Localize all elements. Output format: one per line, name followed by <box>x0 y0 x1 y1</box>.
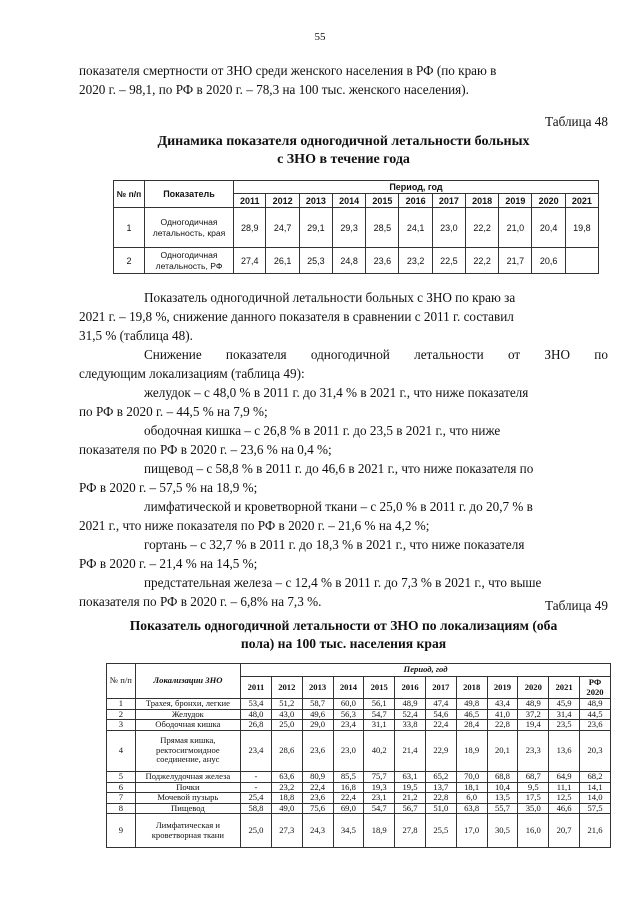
table49-cell-value: 17,5 <box>518 793 549 804</box>
table48-header-period: Период, год <box>234 181 599 194</box>
table49-title-line: Показатель одногодичной летальности от ЗНО по локализациям (оба <box>129 618 558 633</box>
table49-cell-value: 63,1 <box>395 771 426 782</box>
table49-cell-value: 55,7 <box>487 803 518 814</box>
table49-cell-value: 63,6 <box>271 771 302 782</box>
intro-line: 2020 г. – 98,1, по РФ в 2020 г. – 78,3 на 100 тыс. женского населения). <box>79 82 469 97</box>
text-line: гортань – с 32,7 % в 2011 г. до 18,3 % в 2021 г., что ниже показателя <box>144 537 525 552</box>
table49-cell-value: 54,6 <box>425 709 456 720</box>
table49-cell-value: 63,8 <box>456 803 487 814</box>
table49-title-line: пола) на 100 тыс. населения края <box>240 636 447 651</box>
table49-year-header: 2014 <box>333 677 364 699</box>
table49-year-header: РФ 2020 <box>580 677 611 699</box>
table49-cell-value: 40,2 <box>364 730 395 771</box>
table48-cell-name: Одногодичная летальность, края <box>145 208 234 248</box>
table49-year-header: 2017 <box>425 677 456 699</box>
table49-year-header: 2016 <box>395 677 426 699</box>
table48-cell-value: 21,0 <box>499 208 532 248</box>
table49-cell-no: 5 <box>107 771 136 782</box>
table48-cell-value: 28,9 <box>234 208 266 248</box>
table49-cell-name: Поджелудочная железа <box>135 771 240 782</box>
table49-cell-value: 49,0 <box>271 803 302 814</box>
table48-year-header: 2014 <box>332 194 365 208</box>
text-line <box>79 345 608 364</box>
text-line: предстательная железа – с 12,4 % в 2011 г. до 7,3 % в 2021 г., что выше <box>144 575 542 590</box>
table49-cell-value: 69,0 <box>333 803 364 814</box>
table49-cell-value: 17,0 <box>456 814 487 848</box>
table49-cell-value: 13,6 <box>549 730 580 771</box>
table49-cell-value: 85,5 <box>333 771 364 782</box>
table48-row <box>114 208 599 248</box>
table49-row <box>107 730 611 771</box>
table49-cell-value: 23,0 <box>333 730 364 771</box>
table48-cell-value: 24,1 <box>399 208 432 248</box>
text-line: 2021 г. – 19,8 %, снижение данного показателя в сравнении с 2011 г. составил <box>79 309 514 324</box>
table48-year-header: 2016 <box>399 194 432 208</box>
intro-line: показателя смертности от ЗНО среди женского населения в РФ (по краю в <box>79 63 497 78</box>
paragraph-stomach <box>79 383 608 421</box>
page-number: 55 <box>314 31 326 43</box>
table49-cell-value: 48,9 <box>395 699 426 710</box>
table48-cell-value: 29,3 <box>332 208 365 248</box>
table49-cell-value: 14,0 <box>580 793 611 804</box>
text-line: пищевод – с 58,8 % в 2011 г. до 46,6 в 2021 г., что ниже показателя по <box>144 461 534 476</box>
table49-cell-value: 51,0 <box>425 803 456 814</box>
table48-cell-no: 2 <box>114 248 145 274</box>
table49-cell-value: 53,4 <box>241 699 272 710</box>
word: по <box>594 347 608 362</box>
table49-cell-no: 2 <box>107 709 136 720</box>
table49-cell-value: 23,5 <box>549 720 580 731</box>
text-line: по РФ в 2020 г. – 44,5 % на 7,9 %; <box>79 404 268 419</box>
table49-cell-value: 56,3 <box>333 709 364 720</box>
table48-header-no: № п/п <box>114 181 145 208</box>
table49-cell-value: 18,8 <box>271 793 302 804</box>
table49-cell-value: - <box>241 782 272 793</box>
table48-year-header: 2015 <box>366 194 399 208</box>
table48-year-header: 2020 <box>532 194 565 208</box>
table49-cell-value: 23,3 <box>518 730 549 771</box>
table49-cell-value: 65,2 <box>425 771 456 782</box>
table48-title <box>79 133 608 169</box>
table49-cell-value: 16,0 <box>518 814 549 848</box>
text-line: 2021 г., что ниже показателя по РФ в 2020 г. – 21,6 % на 4,2 %; <box>79 518 430 533</box>
table49-cell-value: 75,6 <box>302 803 333 814</box>
table49-cell-name: Прямая кишка, ректосигмоидное соединение, анус <box>135 730 240 771</box>
text-line: показателя по РФ в 2020 г. – 6,8% на 7,3 %. <box>79 594 322 609</box>
table49-cell-value: 23,4 <box>241 730 272 771</box>
table49-cell-value: 80,9 <box>302 771 333 782</box>
paragraph-2 <box>79 345 608 383</box>
table49-cell-no: 4 <box>107 730 136 771</box>
table49-cell-value: 22,9 <box>425 730 456 771</box>
table48 <box>113 180 599 274</box>
table49-year-header: 2020 <box>518 677 549 699</box>
table48-cell-value: 24,8 <box>332 248 365 274</box>
table48-cell-value: 22,5 <box>432 248 465 274</box>
table49-cell-value: 24,3 <box>302 814 333 848</box>
paragraph-colon <box>79 421 608 459</box>
table49-cell-value: 12,5 <box>549 793 580 804</box>
table49-year-header: 2021 <box>549 677 580 699</box>
table48-title-line: с ЗНО в течение года <box>277 152 410 167</box>
table49-row <box>107 771 611 782</box>
table49-cell-value: 30,5 <box>487 814 518 848</box>
table49-cell-value: 46,5 <box>456 709 487 720</box>
table49-cell-no: 1 <box>107 699 136 710</box>
table49-cell-value: 43,4 <box>487 699 518 710</box>
table49-cell-value: 51,2 <box>271 699 302 710</box>
table49-cell-value: 23,1 <box>364 793 395 804</box>
table49-cell-value: 18,1 <box>456 782 487 793</box>
table49-header-localization: Локализации ЗНО <box>135 664 240 699</box>
table49-cell-value: 25,4 <box>241 793 272 804</box>
paragraph-1 <box>79 288 608 345</box>
table48-header-indicator: Показатель <box>145 181 234 208</box>
table49-cell-value: 10,4 <box>487 782 518 793</box>
table49-year-header: 2011 <box>241 677 272 699</box>
table49-cell-value: 58,7 <box>302 699 333 710</box>
table49-cell-value: 21,4 <box>395 730 426 771</box>
table48-cell-value: 28,5 <box>366 208 399 248</box>
table49-cell-value: 41,0 <box>487 709 518 720</box>
table49-cell-no: 8 <box>107 803 136 814</box>
table49-cell-value: 31,4 <box>549 709 580 720</box>
text-line: показателя по РФ в 2020 г. – 23,6 % на 0,4 %; <box>79 442 332 457</box>
table49-cell-value: 68,8 <box>487 771 518 782</box>
table49-cell-value: 52,4 <box>395 709 426 720</box>
table49-cell-value: 13,7 <box>425 782 456 793</box>
table49-cell-name: Мочевой пузырь <box>135 793 240 804</box>
table49-cell-value: 33,8 <box>395 720 426 731</box>
table49-cell-value: 64,9 <box>549 771 580 782</box>
text-line: следующим локализациям (таблица 49): <box>79 366 305 381</box>
table49-cell-value: 23,4 <box>333 720 364 731</box>
table49-cell-value: 44,5 <box>580 709 611 720</box>
table48-cell-name: Одногодичная летальность, РФ <box>145 248 234 274</box>
table49-cell-value: 19,3 <box>364 782 395 793</box>
table49-cell-value: 23,6 <box>302 793 333 804</box>
table49-cell-value: 25,0 <box>271 720 302 731</box>
table48-title-line: Динамика показателя одногодичной летальности больных <box>157 134 530 149</box>
text-line: РФ в 2020 г. – 21,4 % на 14,5 %; <box>79 556 258 571</box>
table49-cell-value: 75,7 <box>364 771 395 782</box>
table49-cell-value: 57,5 <box>580 803 611 814</box>
table49-year-header: 2018 <box>456 677 487 699</box>
table49-cell-value: 70,0 <box>456 771 487 782</box>
table49-row <box>107 782 611 793</box>
table49-cell-value: 22,4 <box>333 793 364 804</box>
table48-cell-value: 21,7 <box>499 248 532 274</box>
table49-cell-value: 54,7 <box>364 709 395 720</box>
table48-row <box>114 248 599 274</box>
table49-cell-value: 31,1 <box>364 720 395 731</box>
table49-cell-value: 18,9 <box>364 814 395 848</box>
table49-cell-value: 14,1 <box>580 782 611 793</box>
table48-cell-value: 22,2 <box>465 248 498 274</box>
table49-cell-value: 11,1 <box>549 782 580 793</box>
word: одногодичной <box>310 347 390 362</box>
table49-cell-name: Почки <box>135 782 240 793</box>
table49-cell-value: 23,6 <box>302 730 333 771</box>
table49-cell-value: 49,6 <box>302 709 333 720</box>
word: ЗНО <box>544 347 571 362</box>
table49-year-header: 2019 <box>487 677 518 699</box>
table48-year-header: 2012 <box>266 194 299 208</box>
text-line: ободочная кишка – с 26,8 % в 2011 г. до 23,5 в 2021 г., что ниже <box>144 423 501 438</box>
table49-row <box>107 709 611 720</box>
table49-cell-value: 23,2 <box>271 782 302 793</box>
table49-cell-value: 35,0 <box>518 803 549 814</box>
word: летальности <box>414 347 484 362</box>
table48-year-header: 2017 <box>432 194 465 208</box>
table49-cell-value: 19,4 <box>518 720 549 731</box>
table49-cell-value: 56,1 <box>364 699 395 710</box>
table49-cell-value: 48,0 <box>241 709 272 720</box>
table49-cell-value: 49,8 <box>456 699 487 710</box>
table49-cell-value: 60,0 <box>333 699 364 710</box>
table49-cell-value: 43,0 <box>271 709 302 720</box>
table49-row <box>107 793 611 804</box>
word: Снижение <box>144 347 202 362</box>
table48-cell-value: 22,2 <box>465 208 498 248</box>
table48-cell-value: 27,4 <box>234 248 266 274</box>
table49-cell-value: 16,8 <box>333 782 364 793</box>
table49-row <box>107 803 611 814</box>
text-line: желудок – с 48,0 % в 2011 г. до 31,4 % в 2021 г., что ниже показателя <box>144 385 529 400</box>
table49-cell-value: 27,8 <box>395 814 426 848</box>
table49-cell-value: 22,4 <box>302 782 333 793</box>
table48-cell-value: 23,2 <box>399 248 432 274</box>
text-line: лимфатической и кроветворной ткани – с 25,0 % в 2011 г. до 20,7 % в <box>144 499 533 514</box>
paragraph-lymph <box>79 497 608 535</box>
table48-year-header: 2019 <box>499 194 532 208</box>
table49-cell-value: 68,7 <box>518 771 549 782</box>
table49-cell-value: 20,1 <box>487 730 518 771</box>
word: от <box>507 347 521 362</box>
table49-cell-no: 7 <box>107 793 136 804</box>
table49-cell-value: 26,8 <box>241 720 272 731</box>
table49-cell-value: 13,5 <box>487 793 518 804</box>
table49-cell-value: 9,5 <box>518 782 549 793</box>
table49-cell-value: 6,0 <box>456 793 487 804</box>
table49 <box>106 663 611 848</box>
table49-cell-value: 28,4 <box>456 720 487 731</box>
table48-cell-value: 20,6 <box>532 248 565 274</box>
table48-year-header: 2018 <box>465 194 498 208</box>
table49-cell-value: 22,4 <box>425 720 456 731</box>
paragraph-larynx <box>79 535 608 573</box>
table49-cell-value: 19,5 <box>395 782 426 793</box>
table49-cell-value: 46,6 <box>549 803 580 814</box>
table49-row <box>107 699 611 710</box>
table49-cell-value: 68,2 <box>580 771 611 782</box>
table49-year-header: 2015 <box>364 677 395 699</box>
table49-cell-value: 21,2 <box>395 793 426 804</box>
table49-cell-value: 48,9 <box>580 699 611 710</box>
table48-cell-value: 20,4 <box>532 208 565 248</box>
table49-cell-name: Трахея, бронхи, легкие <box>135 699 240 710</box>
table48-cell-value: 19,8 <box>565 208 598 248</box>
table48-year-header: 2011 <box>234 194 266 208</box>
table49-cell-value: 37,2 <box>518 709 549 720</box>
table49-row <box>107 814 611 848</box>
table49-cell-value: 48,9 <box>518 699 549 710</box>
table49-cell-name: Ободочная кишка <box>135 720 240 731</box>
table49-cell-value: 34,5 <box>333 814 364 848</box>
table49-cell-name: Пищевод <box>135 803 240 814</box>
table49-cell-value: 25,0 <box>241 814 272 848</box>
table49-cell-value: 54,7 <box>364 803 395 814</box>
word: показателя <box>225 347 287 362</box>
table49-cell-no: 6 <box>107 782 136 793</box>
table49-cell-value: 45,9 <box>549 699 580 710</box>
table49-cell-value: 27,3 <box>271 814 302 848</box>
intro-paragraph <box>79 61 608 99</box>
table49-cell-value: 18,9 <box>456 730 487 771</box>
table49-row <box>107 720 611 731</box>
table49-cell-value: 23,6 <box>580 720 611 731</box>
table49-cell-value: 22,8 <box>487 720 518 731</box>
table48-cell-value <box>565 248 598 274</box>
table48-label: Таблица 48 <box>545 114 608 129</box>
table48-cell-value: 25,3 <box>299 248 332 274</box>
table48-cell-value: 29,1 <box>299 208 332 248</box>
table48-cell-no: 1 <box>114 208 145 248</box>
table49-header-no: № п/п <box>107 664 136 699</box>
text-line: 31,5 % (таблица 48). <box>79 328 193 343</box>
table49-cell-value: 22,8 <box>425 793 456 804</box>
table49-cell-value: 29,0 <box>302 720 333 731</box>
table49-cell-value: 47,4 <box>425 699 456 710</box>
table49-cell-value: 58,8 <box>241 803 272 814</box>
table49-header-period: Период, год <box>241 664 611 677</box>
table49-cell-no: 3 <box>107 720 136 731</box>
table49-label: Таблица 49 <box>545 598 608 613</box>
table48-cell-value: 23,6 <box>366 248 399 274</box>
table48-cell-value: 24,7 <box>266 208 299 248</box>
paragraph-esophagus <box>79 459 608 497</box>
table49-cell-value: 56,7 <box>395 803 426 814</box>
table49-cell-name: Желудок <box>135 709 240 720</box>
table48-cell-value: 23,0 <box>432 208 465 248</box>
text-line: РФ в 2020 г. – 57,5 % на 18,9 %; <box>79 480 258 495</box>
table49-cell-value: 28,6 <box>271 730 302 771</box>
table49-cell-value: - <box>241 771 272 782</box>
table49-cell-value: 20,7 <box>549 814 580 848</box>
table49-year-header: 2012 <box>271 677 302 699</box>
table49-cell-value: 20,3 <box>580 730 611 771</box>
table48-cell-value: 26,1 <box>266 248 299 274</box>
table49-year-header: 2013 <box>302 677 333 699</box>
table49-cell-name: Лимфатическая и кроветворная ткани <box>135 814 240 848</box>
table49-cell-no: 9 <box>107 814 136 848</box>
table49-cell-value: 21,6 <box>580 814 611 848</box>
text-line: Показатель одногодичной летальности больных с ЗНО по краю за <box>144 290 516 305</box>
table48-year-header: 2021 <box>565 194 598 208</box>
table48-year-header: 2013 <box>299 194 332 208</box>
table49-cell-value: 25,5 <box>425 814 456 848</box>
table49-title <box>79 617 608 653</box>
